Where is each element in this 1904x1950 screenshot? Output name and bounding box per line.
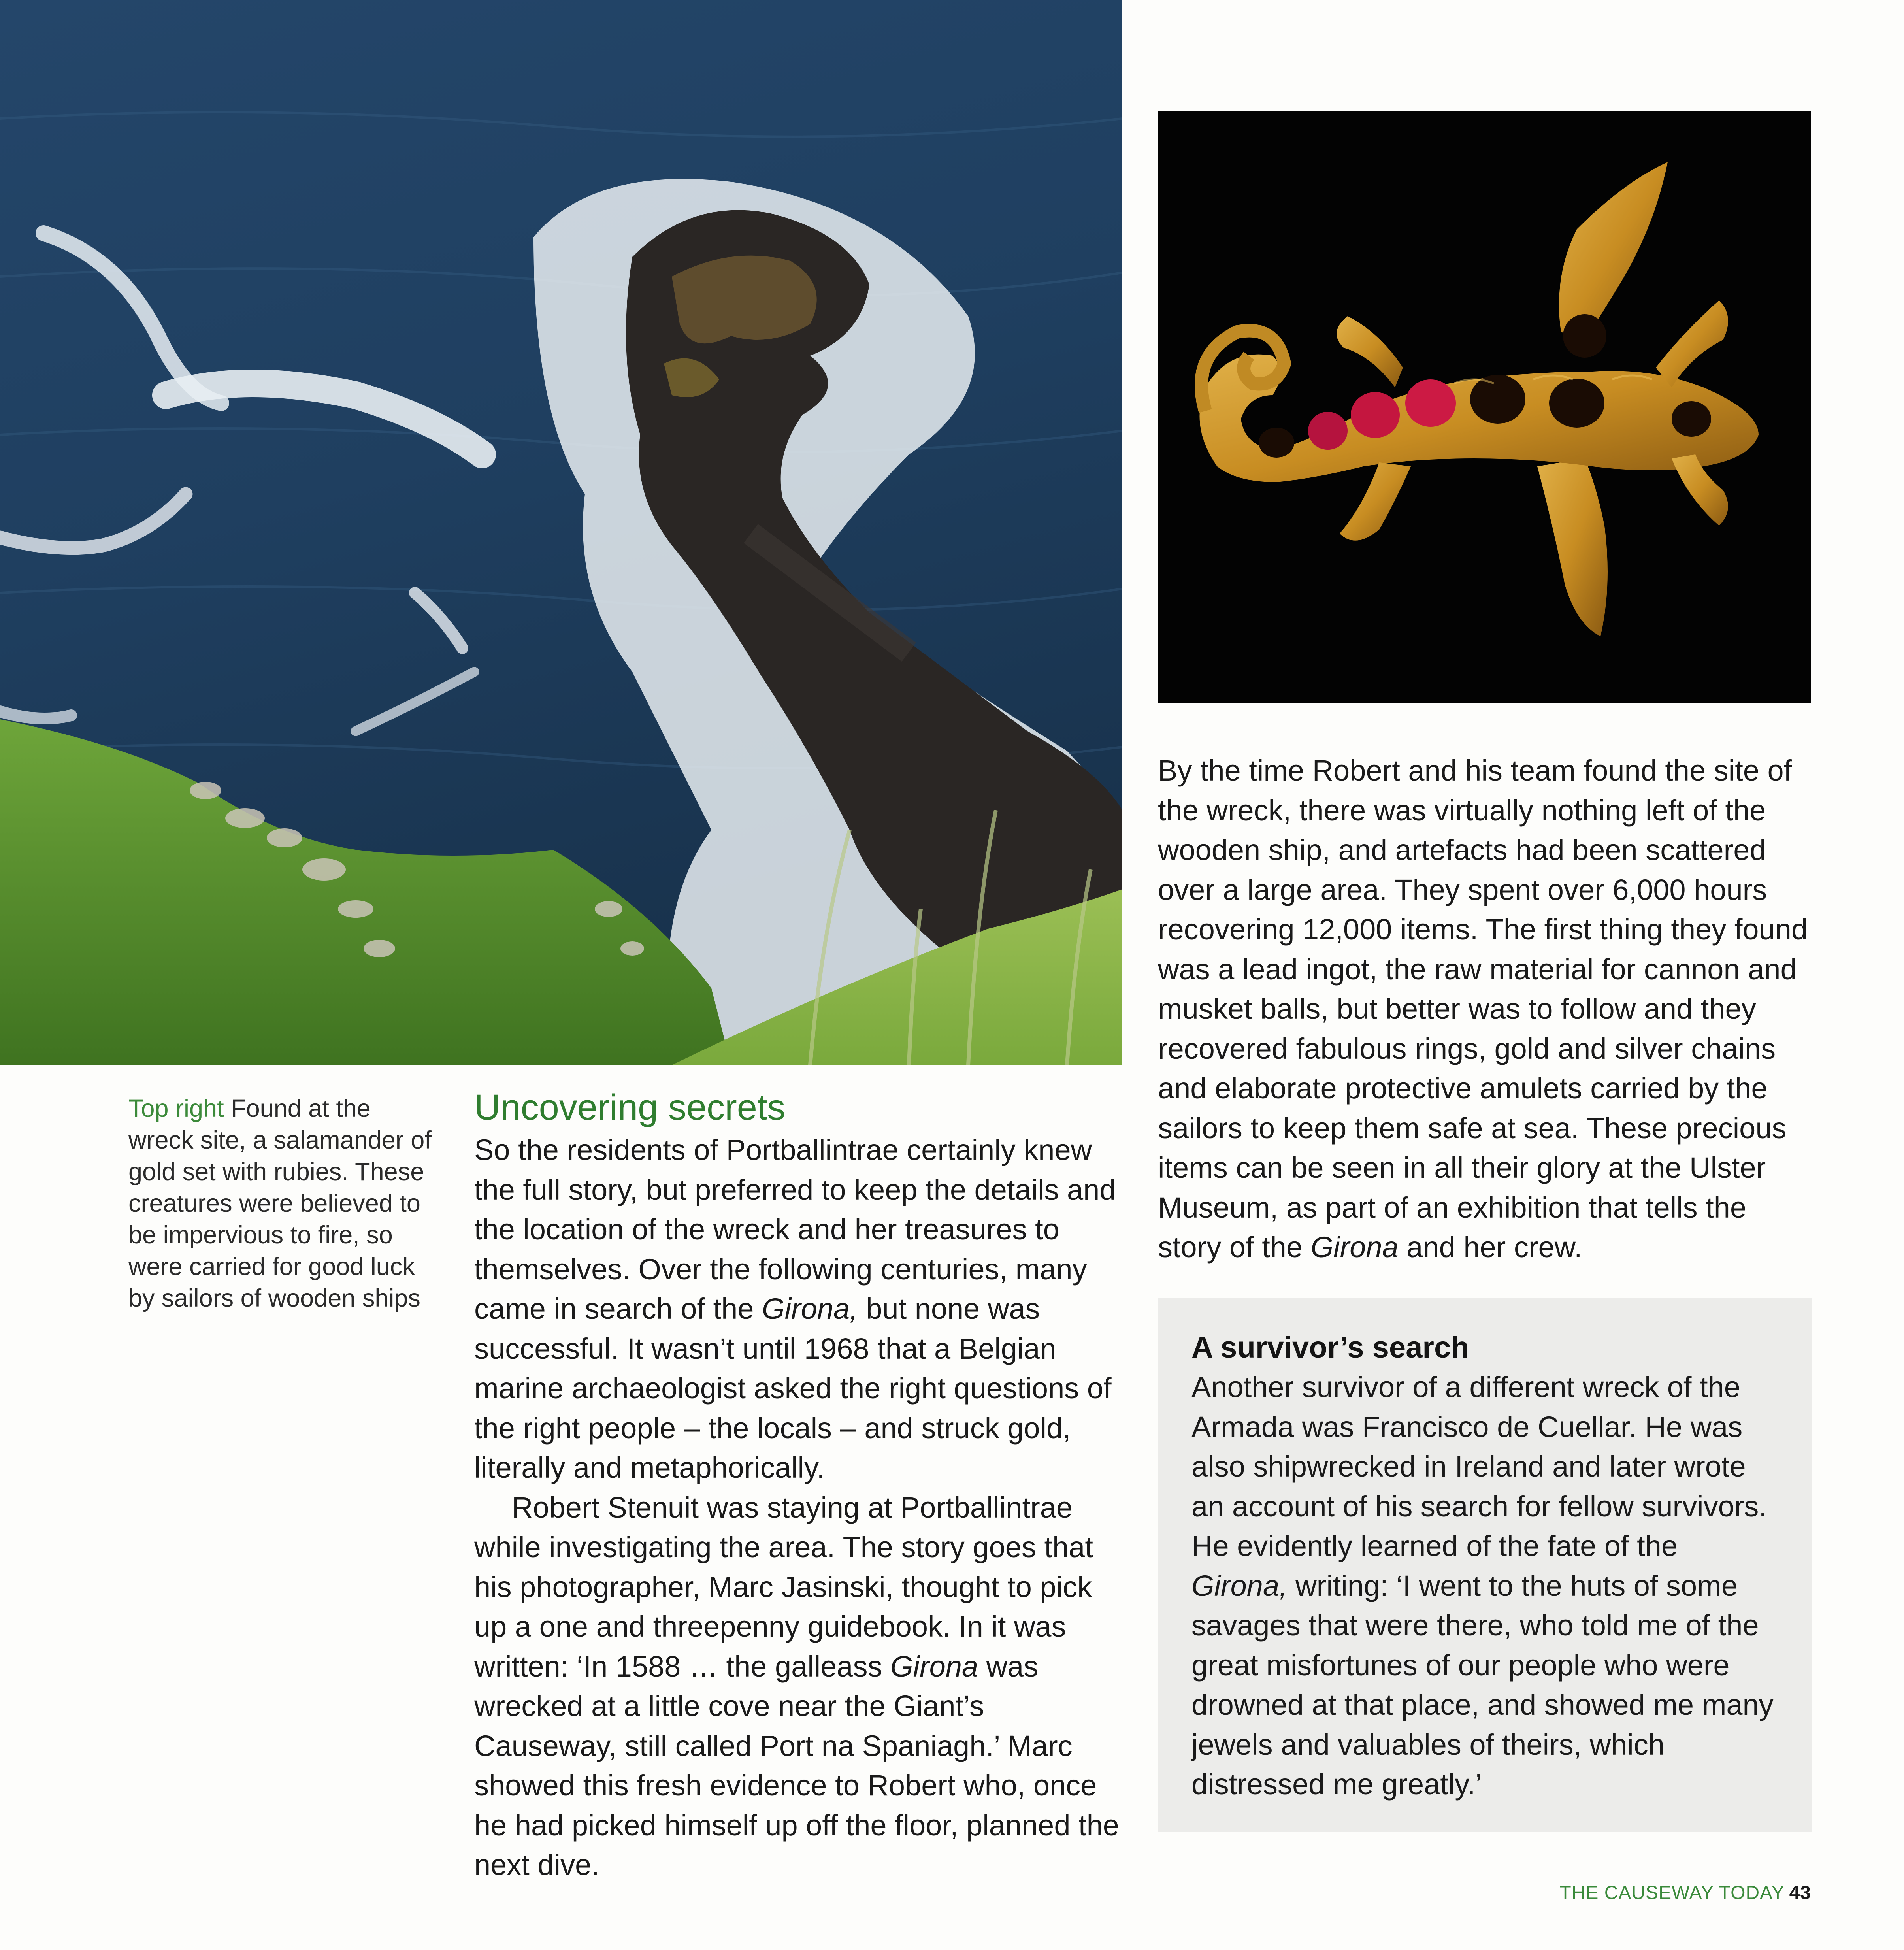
p3-text-a: By the time Robert and his team found the site of the wreck, there was virtually nothing left of the wooden ship, and artefacts had been scattered over a large area. They spent over 6,000 hours recovering 12,000 items. The first thing they found was a lead ingot, the raw material for cannon and musket balls, but better was to follow and they recovered fabulous rings, gold and silver chains and elaborate protective amulets carried by the sailors to keep them safe at sea. These precious items can be seen in all their glory at the Ulster Museum, as part of an exhibition that tells the story of the (1158, 754, 1808, 1264)
body-column-1 (474, 1130, 1126, 1885)
p2-text-a: Robert Stenuit was staying at Portballintrae while investigating the area. The story goes that his photographer, Marc Jasinski, thought to pick up a one and threepenny guidebook. In it was written: ‘In 1588 … the galleass (474, 1491, 1093, 1683)
publication-name: THE CAUSEWAY TODAY (1559, 1882, 1785, 1903)
section-heading: Uncovering secrets (474, 1087, 786, 1128)
page-number: 43 (1789, 1882, 1811, 1903)
sidebar-text-b: writing: ‘I went to the huts of some savages that were there, who told me of the great misfortunes of our people who were drowned at that place, and showed me many jewels and valuables of theirs, which distressed me greatly.’ (1191, 1569, 1774, 1801)
sidebar-text-a: Another survivor of a different wreck of the Armada was Francisco de Cuellar. He was also shipwrecked in Ireland and later wrote an account of his search for fellow survivors. He evidently learned of the fate of the (1191, 1371, 1767, 1562)
body-paragraph-1 (474, 1130, 1126, 1488)
body-paragraph-3 (1158, 751, 1810, 1267)
p1-text-a: So the residents of Portballintrae certainly knew the full story, but preferred to keep the details and the location of the wreck and her treasures to themselves. Over the following centuries, many came in search of the (474, 1133, 1116, 1325)
body-column-2 (1158, 751, 1810, 1267)
p3-italic: Girona (1310, 1231, 1399, 1264)
p2-text-b: was wrecked at a little cove near the Giant’s Causeway, still called Port na Spaniagh.’ Marc showed this fresh evidence to Robert who, once he had picked himself up off the floor, planned the next dive. (474, 1650, 1119, 1881)
sidebar-title: A survivor’s search (1191, 1331, 1469, 1364)
body-paragraph-2 (474, 1488, 1126, 1885)
photo-caption (128, 1093, 437, 1314)
coast-photo-illustration (0, 0, 1122, 1065)
p1-text-b: but none was successful. It wasn’t until 1968 that a Belgian marine archaeologist asked the right questions of the right people – the locals – and struck gold, literally and metaphorically. (474, 1292, 1112, 1484)
p1-italic: Girona, (762, 1292, 858, 1325)
sidebar-body (1191, 1367, 1780, 1805)
page-footer (1559, 1881, 1811, 1905)
p3-text-b: and her crew. (1398, 1231, 1582, 1264)
p2-italic: Girona (890, 1650, 978, 1683)
coast-photo (0, 0, 1122, 1065)
sidebar-italic: Girona, (1191, 1569, 1288, 1602)
salamander-photo (1158, 111, 1811, 703)
salamander-illustration (1158, 111, 1811, 703)
sidebar-box (1158, 1298, 1812, 1832)
caption-lead: Top right (128, 1095, 224, 1122)
caption-text: Found at the wreck site, a salamander of gold set with rubies. These creatures were believed to be impervious to fire, so were carried for good luck by sailors of wooden ships (128, 1095, 432, 1312)
